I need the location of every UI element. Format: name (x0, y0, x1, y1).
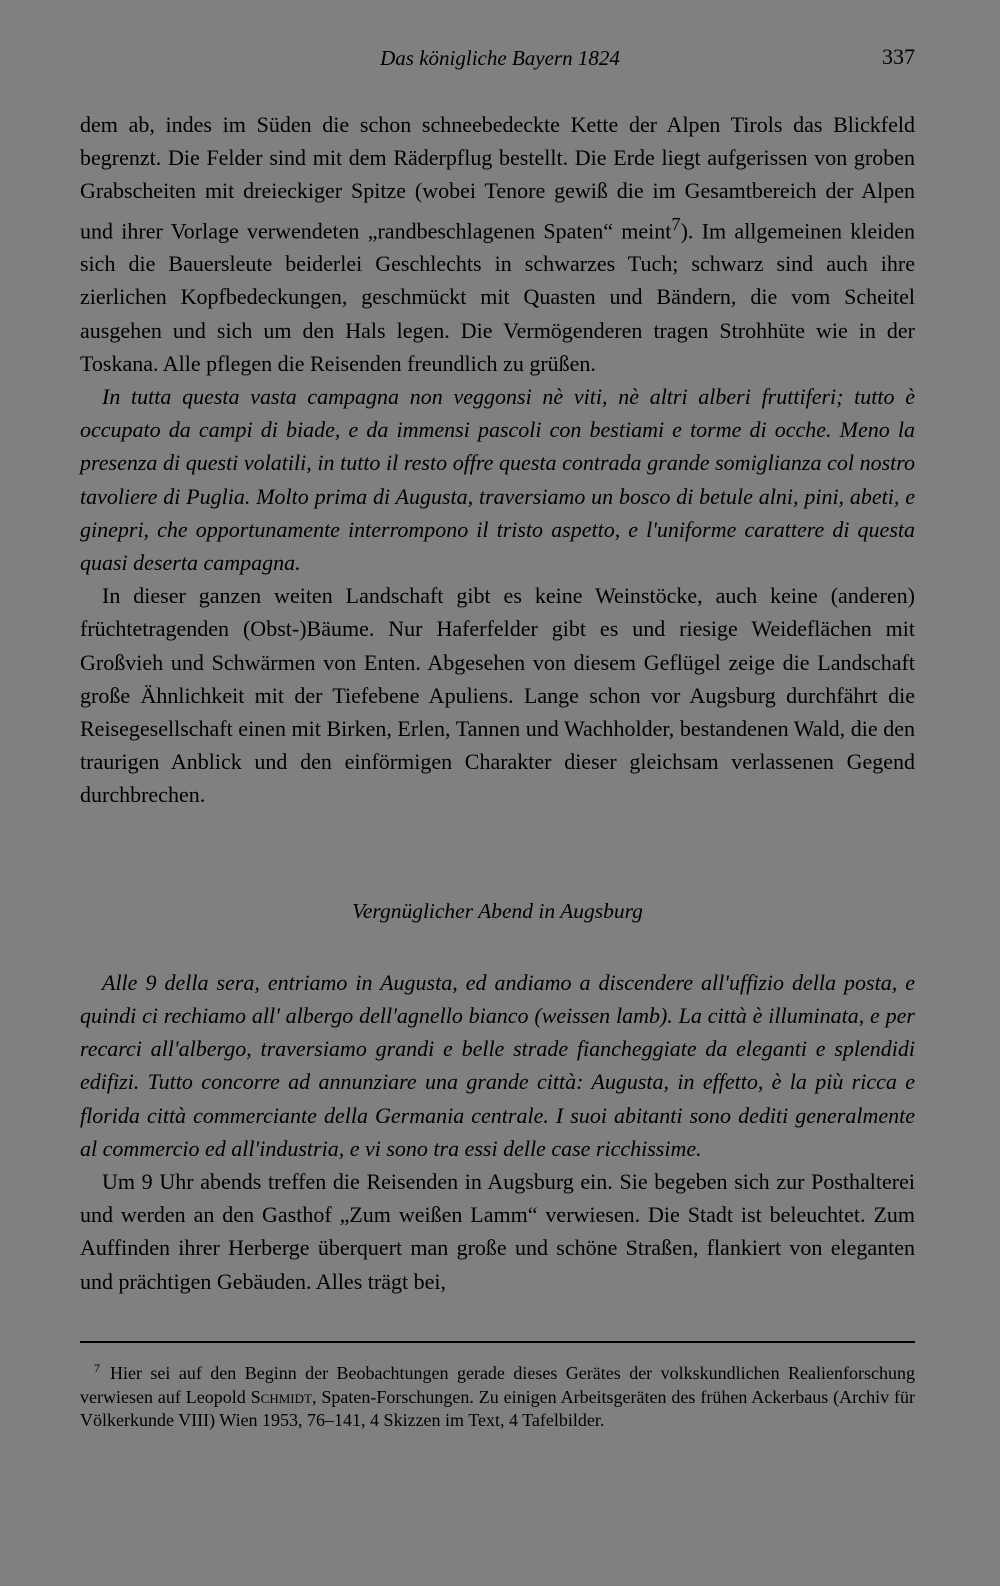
paragraph-text: ). Im allgemeinen kleiden sich die Bauersleute beiderlei Geschlechts in schwarzes Tuch; schwarz sind auch ihre zierlichen Kopfbedeckungen, geschmückt mit Quasten und Bändern, die vom Scheitel ausgehen und sich um den Hals legen. Die Vermögenderen tragen Strohhüte wie in der Toskana. Alle pflegen die Reisenden freundlich zu grüßen. (80, 217, 915, 376)
footnote-divider (80, 1341, 915, 1343)
paragraph-italian-quote: Alle 9 della sera, entriamo in Augusta, ed andiamo a discendere all'uffizio della posta, e quindi ci rechiamo all' albergo dell'agnello bianco (weissen lamb). La città è illuminata, e per recarci all'albergo, traversiamo grandi e belle strade fiancheggiate da eleganti e splendidi edifizi. Tutto concorre ad annunziare una grande città: Augusta, in effetto, è la più ricca e florida città commerciante della Germania centrale. I suoi abitanti sono dediti generalmente al commercio ed all'industria, e vi sono tra essi delle case ricchissime. (80, 969, 915, 1161)
running-head: Das königliche Bayern 1824 (380, 46, 620, 70)
footnote-number: 7 (94, 1361, 100, 1375)
paragraph-text: dem ab, indes im Süden die schon schneebedeckte Kette der Alpen Tirols das Blickfeld begrenzt. Die Felder sind mit dem Räderpflug bestellt. Die Erde liegt aufgerissen von groben Grabscheiten mit dreieckiger Spitze (wobei Tenore gewiß die im Gesamtbereich der Alpen und ihrer Vorlage verwendeten „randbeschlagenen Spaten“ meint (80, 112, 915, 243)
paragraph-german-translation: Um 9 Uhr abends treffen die Reisenden in Augsburg ein. Sie begeben sich zur Posthalterei und werden an den Gasthof „Zum weißen Lamm“ verwiesen. Die Stadt ist beleuchtet. Zum Auffinden ihrer Herberge überquert man große und schöne Straßen, flankiert von eleganten und prächtigen Gebäuden. Alles trägt bei, (80, 1169, 915, 1294)
footnote (80, 1362, 915, 1433)
footnote-author: Schmidt (250, 1386, 312, 1407)
paragraph-italian-quote: In tutta questa vasta campagna non veggonsi nè viti, nè altri alberi fruttiferi; tutto è occupato da campi di biade, e da immensi pascoli con bestiami e torme di ocche. Meno la presenza di questi volatili, in tutto il resto offre questa contrada grande somiglianza col nostro tavoliere di Puglia. Molto prima di Augusta, traversiamo un bosco di betule alni, pini, abeti, e ginepri, che opportunamente interrompono il tristo aspetto, e l'uniforme carattere di questa quasi deserta campagna. (80, 383, 915, 575)
main-text (80, 108, 915, 1298)
paragraph-german-translation: In dieser ganzen weiten Landschaft gibt es keine Weinstöcke, auch keine (anderen) früchtetragenden (Obst-)Bäume. Nur Haferfelder gibt es und riesige Weideflächen mit Großvieh und Schwärmen von Enten. Abgesehen von diesem Geflügel zeige die Landschaft große Ähnlichkeit mit der Tiefebene Apuliens. Lange schon vor Augsburg durchfährt die Reisegesellschaft einen mit Birken, Erlen, Tannen und Wachholder, bestandenen Wald, die den traurigen Anblick und den einförmigen Charakter dieser gleichsam verlassenen Gegend durchbrechen. (80, 583, 915, 808)
page-number: 337 (882, 44, 915, 69)
page-header (0, 44, 1000, 78)
footnote-reference: 7 (671, 213, 681, 234)
footnote-text: , Spaten-Forschungen. Zu einigen Arbeitsgeräten des frühen Ackerbaus (Archiv für Völkerkunde VIII) Wien 1953, 76–141, 4 Skizzen im Text, 4 Tafelbilder. (80, 1386, 915, 1431)
section-heading: Vergnüglicher Abend in Augsburg (352, 898, 643, 923)
footnotes (80, 1362, 915, 1433)
paragraph-german-continued (80, 108, 915, 380)
footnote-text: Hier sei auf den Beginn der Beobachtungen gerade dieses Gerätes der volkskundlichen Realienforschung verwiesen auf Leopold (80, 1363, 915, 1407)
